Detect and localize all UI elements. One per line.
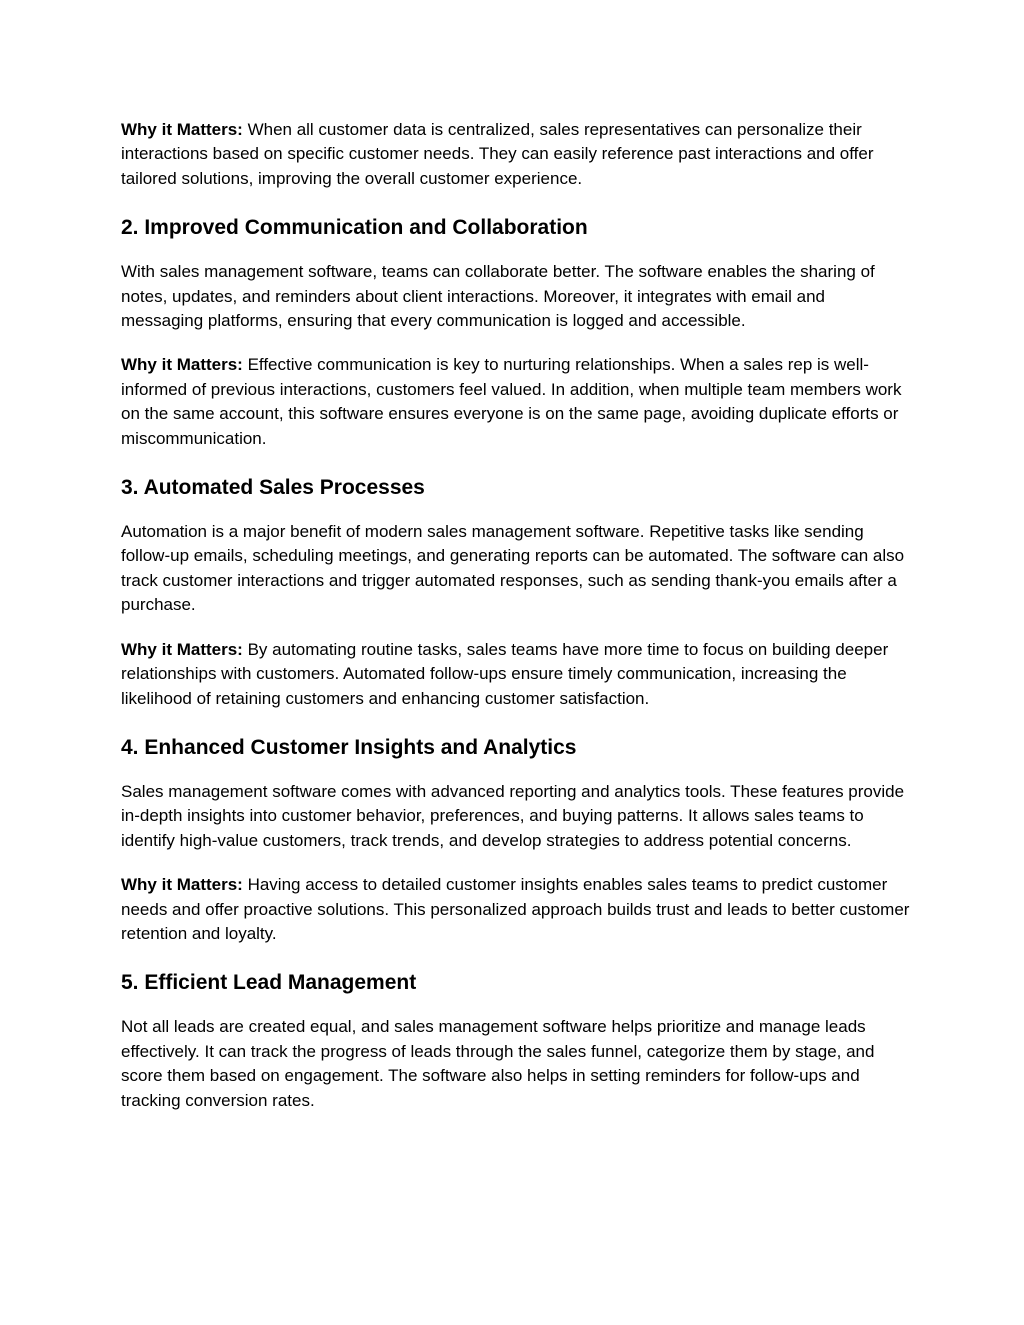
- document-page: [121, 118, 911, 1133]
- paragraph-text: Having access to detailed customer insights enables sales teams to predict customer needs and offer proactive solutions. This personalized approach builds trust and leads to better customer retention and loyalty.: [121, 875, 910, 943]
- paragraph-lead: Why it Matters:: [121, 875, 243, 895]
- paragraph-lead: Why it Matters:: [121, 355, 243, 375]
- paragraph-why-matters-insights: [121, 873, 911, 946]
- paragraph-lead-management: [121, 1015, 911, 1113]
- paragraph-why-matters-communication: [121, 353, 911, 451]
- section-heading-lead-management: 5. Efficient Lead Management: [121, 971, 417, 995]
- paragraph-text: Not all leads are created equal, and sales management software helps prioritize and manage leads effectively. It can track the progress of leads through the sales funnel, categorize them by stage, and score them based on engagement. The software also helps in setting reminders for follow-ups and tracking conversion rates.: [121, 1017, 875, 1110]
- paragraph-lead: Why it Matters:: [121, 120, 243, 139]
- paragraph-text: With sales management software, teams can collaborate better. The software enables the sharing of notes, updates, and reminders about client interactions. Moreover, it integrates with email and messaging platforms, ensuring that every communication is logged and accessible.: [121, 262, 875, 331]
- paragraph-text: When all customer data is centralized, sales representatives can personalize their interactions based on specific customer needs. They can easily reference past interactions and offer tailored solutions, improving the overall customer experience.: [121, 120, 874, 188]
- paragraph-why-matters-automation: [121, 638, 911, 711]
- section-heading-automation: 3. Automated Sales Processes: [121, 476, 425, 500]
- section-heading-insights: 4. Enhanced Customer Insights and Analytics: [121, 735, 577, 759]
- paragraph-communication: [121, 260, 911, 333]
- paragraph-why-matters-centralized: [121, 118, 911, 191]
- paragraph-text: By automating routine tasks, sales teams have more time to focus on building deeper relationships with customers. Automated follow-ups ensure timely communication, increasing the likelihood of retaining customers and enhancing customer satisfaction.: [121, 639, 889, 708]
- paragraph-insights: [121, 780, 911, 853]
- paragraph-text: Sales management software comes with advanced reporting and analytics tools. These features provide in-depth insights into customer behavior, preferences, and buying patterns. It allows sales teams to identify high-value customers, track trends, and develop strategies to address potential concerns.: [121, 781, 905, 850]
- paragraph-text: Automation is a major benefit of modern sales management software. Repetitive tasks like sending follow-up emails, scheduling meetings, and generating reports can be automated. The software can also track customer interactions and trigger automated responses, such as sending thank-you emails after a purchase.: [121, 522, 905, 615]
- section-heading-communication: 2. Improved Communication and Collaboration: [121, 216, 588, 240]
- paragraph-text: Effective communication is key to nurturing relationships. When a sales rep is well-informed of previous interactions, customers feel valued. In addition, when multiple team members work on the same account, this software ensures everyone is on the same page, avoiding duplicate efforts or miscommunication.: [121, 355, 902, 448]
- paragraph-automation: [121, 520, 911, 618]
- paragraph-lead: Why it Matters:: [121, 639, 243, 659]
